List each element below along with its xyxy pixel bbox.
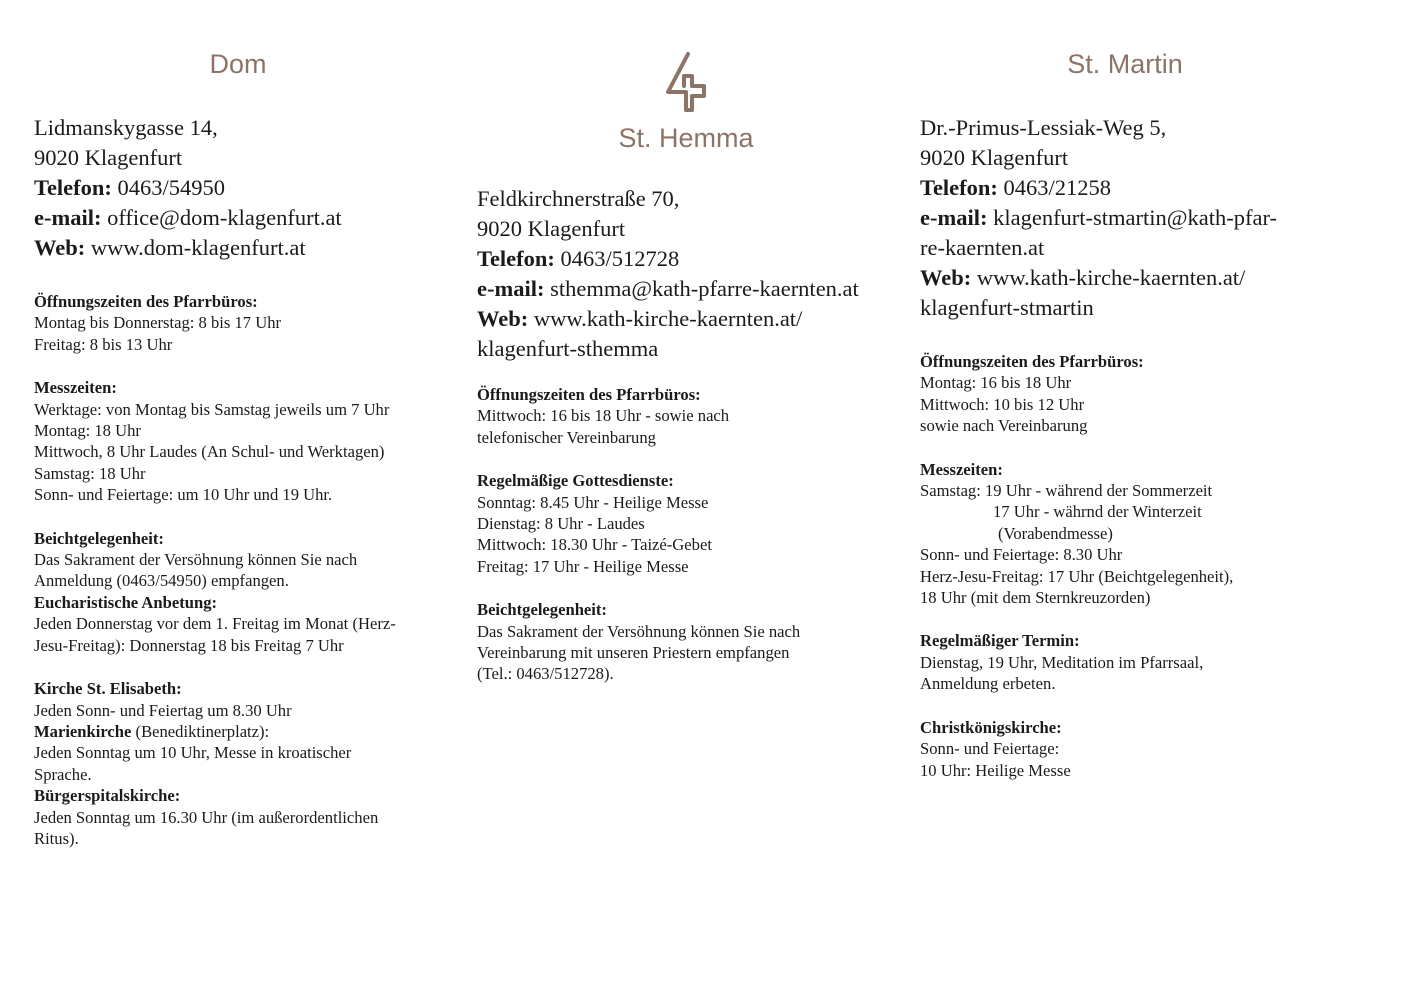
office-hours-heading: Öffnungszeiten des Pfarrbüros: <box>34 292 258 311</box>
mass-times-line: Mittwoch, 8 Uhr Laudes (An Schul- und Werktagen) <box>34 442 385 462</box>
office-hours-line: Montag bis Donnerstag: 8 bis 17 Uhr <box>34 313 282 333</box>
elisabeth-heading: Kirche St. Elisabeth: <box>34 679 182 699</box>
services-line: Sonntag: 8.45 Uhr - Heilige Messe <box>477 492 709 512</box>
phone-number: 0463/512728 <box>560 246 680 271</box>
adoration-heading: Eucharistische Anbetung: <box>34 592 218 612</box>
web-link-continued[interactable]: klagenfurt-stmartin <box>920 295 1094 320</box>
christkoenig-heading: Christkönigskirche: <box>920 717 1062 737</box>
web-link-continued[interactable]: klagenfurt-sthemma <box>477 336 659 361</box>
mass-times-heading: Messzeiten: <box>34 378 117 398</box>
confession-line: Das Sakrament der Versöhnung können Sie nach <box>477 621 801 641</box>
marienkirche-heading: Marienkirche <box>34 721 132 741</box>
confession-line: Das Sakrament der Versöhnung können Sie nach <box>34 550 358 570</box>
web-label: Web: <box>477 306 529 331</box>
mass-times-heading: Messzeiten: <box>920 459 1003 479</box>
phone-label: Telefon: <box>920 175 998 200</box>
office-hours-line: Mittwoch: 10 bis 12 Uhr <box>920 394 1085 414</box>
buergerspital-line: Ritus). <box>34 828 79 848</box>
buergerspital-heading: Bürgerspitalskirche: <box>34 786 181 806</box>
confession-heading: Beichtgelegenheit: <box>477 600 607 620</box>
mass-times-line: Herz-Jesu-Freitag: 17 Uhr (Beichtgelegenheit), <box>920 566 1234 586</box>
contact-block-hemma <box>477 184 897 364</box>
services-line: Mittwoch: 18.30 Uhr - Taizé-Gebet <box>477 535 712 555</box>
phone-number: 0463/21258 <box>1003 175 1112 200</box>
buergerspital-line: Jeden Sonntag um 16.30 Uhr (im außerordentlichen <box>34 807 379 827</box>
mass-times-line: Werktage: von Montag bis Samstag jeweils um 7 Uhr <box>34 399 390 419</box>
office-hours-heading: Öffnungszeiten des Pfarrbüros: <box>920 352 1144 371</box>
info-block-hemma <box>477 384 897 685</box>
christkoenig-line: 10 Uhr: Heilige Messe <box>920 760 1071 780</box>
email-label: e-mail: <box>477 276 545 301</box>
address-line: Dr.-Primus-Lessiak-Weg 5, <box>920 115 1167 140</box>
info-block-dom <box>34 291 444 849</box>
confession-heading: Beichtgelegenheit: <box>34 528 164 548</box>
services-line: Dienstag: 8 Uhr - Laudes <box>477 514 645 534</box>
mass-times-line: Montag: 18 Uhr <box>34 421 141 441</box>
mass-times-line: 18 Uhr (mit dem Sternkreuzorden) <box>920 588 1151 608</box>
office-hours-heading: Öffnungszeiten des Pfarrbüros: <box>477 385 701 404</box>
email-address[interactable]: sthemma@kath-pfarre-kaernten.at <box>550 276 859 301</box>
web-link[interactable]: www.kath-kirche-kaernten.at/ <box>976 265 1246 290</box>
parish-title-hemma: St. Hemma <box>618 123 754 153</box>
web-link[interactable]: www.kath-kirche-kaernten.at/ <box>533 306 803 331</box>
office-hours-line: sowie nach Vereinbarung <box>920 416 1088 436</box>
address-line: Lidmanskygasse 14, <box>34 115 218 140</box>
web-label: Web: <box>920 265 972 290</box>
address-line: 9020 Klagenfurt <box>34 145 183 170</box>
email-address[interactable]: klagenfurt-stmartin@kath-pfar- <box>993 205 1278 230</box>
marienkirche-location: (Benediktinerplatz): <box>131 721 270 741</box>
confession-line: (Tel.: 0463/512728). <box>477 664 614 684</box>
adoration-line: Jeden Donnerstag vor dem 1. Freitag im Monat (Herz- <box>34 614 396 634</box>
marienkirche-line: Sprache. <box>34 764 92 784</box>
mass-times-line: (Vorabendmesse) <box>998 523 1113 543</box>
appointment-line: Dienstag, 19 Uhr, Meditation im Pfarrsaal, <box>920 652 1204 672</box>
services-line: Freitag: 17 Uhr - Heilige Messe <box>477 556 689 576</box>
contact-block-martin <box>920 113 1320 323</box>
email-address-continued[interactable]: re-kaernten.at <box>920 235 1045 260</box>
hemma-logo <box>477 48 895 122</box>
office-hours-line: Mittwoch: 16 bis 18 Uhr - sowie nach <box>477 406 730 426</box>
parish-dom-column <box>34 48 444 849</box>
elisabeth-line: Jeden Sonn- und Feiertag um 8.30 Uhr <box>34 700 292 720</box>
web-link[interactable]: www.dom-klagenfurt.at <box>90 235 306 260</box>
email-label: e-mail: <box>34 205 102 230</box>
appointment-heading: Regelmäßiger Termin: <box>920 631 1080 651</box>
confession-line: Vereinbarung mit unseren Priestern empfangen <box>477 643 790 663</box>
address-line: Feldkirchnerstraße 70, <box>477 186 680 211</box>
phone-number: 0463/54950 <box>117 175 226 200</box>
parish-title-martin: St. Martin <box>1067 49 1183 79</box>
contact-block-dom <box>34 113 444 263</box>
phone-label: Telefon: <box>477 246 555 271</box>
services-heading: Regelmäßige Gottesdienste: <box>477 471 674 491</box>
christkoenig-line: Sonn- und Feiertage: <box>920 739 1060 759</box>
email-address[interactable]: office@dom-klagenfurt.at <box>107 205 342 230</box>
appointment-line: Anmeldung erbeten. <box>920 674 1056 694</box>
address-line: 9020 Klagenfurt <box>920 145 1069 170</box>
mass-times-line: Samstag: 19 Uhr - während der Sommerzeit <box>920 481 1213 501</box>
mass-times-line: 17 Uhr - währnd der Winterzeit <box>993 502 1202 522</box>
parish-hemma-column <box>477 48 897 685</box>
parish-title-dom: Dom <box>209 49 267 79</box>
mass-times-line: Sonn- und Feiertage: 8.30 Uhr <box>920 545 1123 565</box>
mass-times-line: Samstag: 18 Uhr <box>34 463 146 483</box>
marienkirche-line: Jeden Sonntag um 10 Uhr, Messe in kroatischer <box>34 743 352 763</box>
info-block-martin <box>920 351 1320 781</box>
adoration-line: Jesu-Freitag): Donnerstag 18 bis Freitag 7 Uhr <box>34 635 344 655</box>
phone-label: Telefon: <box>34 175 112 200</box>
office-hours-line: Freitag: 8 bis 13 Uhr <box>34 334 173 354</box>
email-label: e-mail: <box>920 205 988 230</box>
office-hours-line: telefonischer Vereinbarung <box>477 427 656 447</box>
confession-line: Anmeldung (0463/54950) empfangen. <box>34 571 289 591</box>
hemma-cross-icon <box>658 48 714 122</box>
parish-martin-column <box>920 48 1320 781</box>
address-line: 9020 Klagenfurt <box>477 216 626 241</box>
office-hours-line: Montag: 16 bis 18 Uhr <box>920 373 1072 393</box>
web-label: Web: <box>34 235 86 260</box>
mass-times-line: Sonn- und Feiertage: um 10 Uhr und 19 Uhr. <box>34 485 333 505</box>
